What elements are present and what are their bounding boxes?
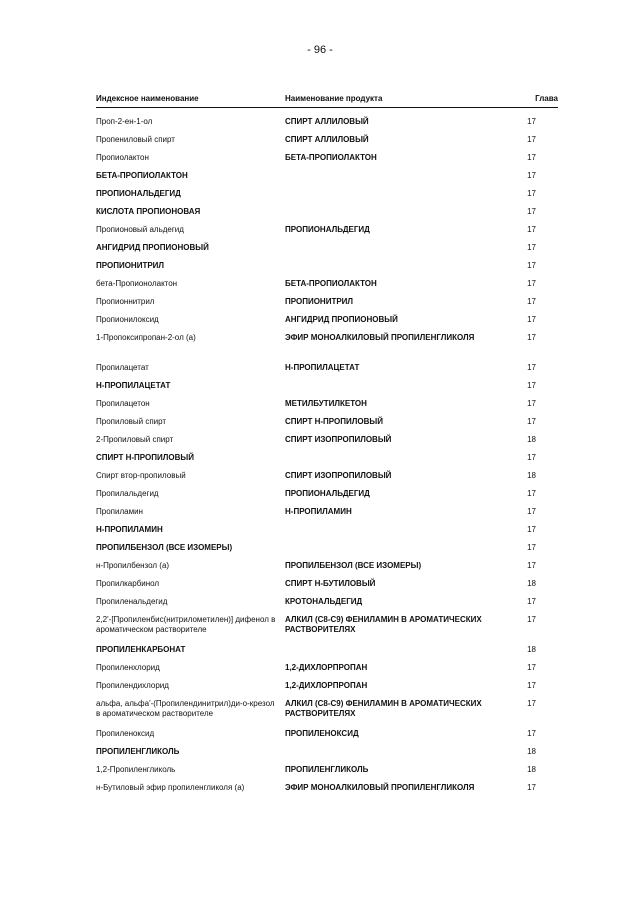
chapter-cell: 17 <box>527 279 536 288</box>
index-name-cell: Пропиленхлорид <box>96 663 160 672</box>
chapter-cell: 17 <box>527 663 536 672</box>
product-name-cell: ЭФИР МОНОАЛКИЛОВЫЙ ПРОПИЛЕНГЛИКОЛЯ <box>285 783 475 792</box>
product-name-cell: АЛКИЛ (С8-С9) ФЕНИЛАМИН В АРОМАТИЧЕСКИХ РАСТВОРИТЕЛЯХ <box>285 699 482 718</box>
chapter-cell: 17 <box>527 315 536 324</box>
chapter-cell: 18 <box>527 471 536 480</box>
product-name-cell: КРОТОНАЛЬДЕГИД <box>285 597 363 606</box>
index-name-cell: Пропилацетон <box>96 399 150 408</box>
product-name-cell: ПРОПИОНАЛЬДЕГИД <box>285 489 370 498</box>
chapter-cell: 18 <box>527 765 536 774</box>
table-header <box>96 94 558 108</box>
index-name-cell: Пропиленоксид <box>96 729 155 738</box>
chapter-cell: 17 <box>527 117 536 126</box>
chapter-cell: 17 <box>527 417 536 426</box>
index-name-cell: Пропилкарбинол <box>96 579 160 588</box>
chapter-cell: 17 <box>527 729 536 738</box>
chapter-cell: 17 <box>527 225 536 234</box>
chapter-cell: 18 <box>527 747 536 756</box>
index-name-cell: ПРОПИОНАЛЬДЕГИД <box>96 189 181 198</box>
chapter-cell: 17 <box>527 135 536 144</box>
index-name-cell: Пропиламин <box>96 507 143 516</box>
product-name-cell: СПИРТ ИЗОПРОПИЛОВЫЙ <box>285 435 392 444</box>
chapter-cell: 17 <box>527 243 536 252</box>
index-name-cell: Проп-2-ен-1-ол <box>96 117 153 126</box>
product-name-cell: ПРОПИОНИТРИЛ <box>285 297 354 306</box>
index-name-cell: Спирт втор-пропиловый <box>96 471 186 480</box>
index-name-cell: Пропионовый альдегид <box>96 225 184 234</box>
chapter-cell: 17 <box>527 561 536 570</box>
chapter-cell: 17 <box>527 381 536 390</box>
product-name-cell: ЭФИР МОНОАЛКИЛОВЫЙ ПРОПИЛЕНГЛИКОЛЯ <box>285 333 475 342</box>
product-name-cell: СПИРТ ИЗОПРОПИЛОВЫЙ <box>285 471 392 480</box>
product-name-cell: ПРОПИЛБЕНЗОЛ (ВСЕ ИЗОМЕРЫ) <box>285 561 422 570</box>
page-number: - 96 - <box>307 44 333 56</box>
index-name-cell: 1-Пропоксипропан-2-ол (а) <box>96 333 196 342</box>
index-name-cell: бета-Пропионолактон <box>96 279 178 288</box>
chapter-cell: 18 <box>527 645 536 654</box>
index-name-cell: ПРОПИЛЕНКАРБОНАТ <box>96 645 186 654</box>
index-name-cell: н-Бутиловый эфир пропиленгликоля (а) <box>96 783 245 792</box>
chapter-cell: 18 <box>527 579 536 588</box>
index-name-cell: Пропиловый спирт <box>96 417 167 426</box>
product-name-cell: ПРОПИЛЕНОКСИД <box>285 729 359 738</box>
index-name-cell: Пропиолактон <box>96 153 149 162</box>
product-name-cell: СПИРТ АЛЛИЛОВЫЙ <box>285 117 369 126</box>
index-name-cell: ПРОПИЛЕНГЛИКОЛЬ <box>96 747 180 756</box>
product-name-cell: 1,2-ДИХЛОРПРОПАН <box>285 681 368 690</box>
chapter-cell: 17 <box>527 399 536 408</box>
index-name-cell: ПРОПИОНИТРИЛ <box>96 261 165 270</box>
index-name-cell: СПИРТ Н-ПРОПИЛОВЫЙ <box>96 453 194 462</box>
index-name-cell: Пропионнитрил <box>96 297 155 306</box>
index-name-cell: Н-ПРОПИЛАЦЕТАТ <box>96 381 171 390</box>
chapter-cell: 17 <box>527 681 536 690</box>
product-name-cell: СПИРТ Н-ПРОПИЛОВЫЙ <box>285 417 383 426</box>
index-name-cell: альфа, альфа'-(Пропилендинитрил)ди-о-крезол в ароматическом растворителе <box>96 699 275 718</box>
product-name-cell: БЕТА-ПРОПИОЛАКТОН <box>285 153 377 162</box>
index-name-cell: Пропениловый спирт <box>96 135 175 144</box>
product-name-cell: СПИРТ АЛЛИЛОВЫЙ <box>285 135 369 144</box>
index-name-cell: Пропилацетат <box>96 363 149 372</box>
index-name-cell: 1,2-Пропиленгликоль <box>96 765 176 774</box>
header-product-name: Наименование продукта <box>285 94 383 103</box>
product-name-cell: Н-ПРОПИЛАМИН <box>285 507 352 516</box>
chapter-cell: 17 <box>527 261 536 270</box>
index-name-cell: Н-ПРОПИЛАМИН <box>96 525 163 534</box>
index-name-cell: Пропилальдегид <box>96 489 159 498</box>
index-name-cell: Пропиленальдегид <box>96 597 168 606</box>
chapter-cell: 17 <box>527 207 536 216</box>
product-name-cell: МЕТИЛБУТИЛКЕТОН <box>285 399 367 408</box>
index-name-cell: АНГИДРИД ПРОПИОНОВЫЙ <box>96 243 209 252</box>
index-name-cell: 2-Пропиловый спирт <box>96 435 174 444</box>
chapter-cell: 17 <box>527 507 536 516</box>
index-name-cell: КИСЛОТА ПРОПИОНОВАЯ <box>96 207 201 216</box>
product-name-cell: Н-ПРОПИЛАЦЕТАТ <box>285 363 360 372</box>
chapter-cell: 17 <box>527 597 536 606</box>
chapter-cell: 17 <box>527 153 536 162</box>
index-table <box>96 94 558 792</box>
index-name-cell: БЕТА-ПРОПИОЛАКТОН <box>96 171 188 180</box>
index-name-cell: Пропионилоксид <box>96 315 159 324</box>
index-name-cell: Пропилендихлорид <box>96 681 169 690</box>
chapter-cell: 18 <box>527 435 536 444</box>
index-name-cell: н-Пропилбензол (а) <box>96 561 170 570</box>
index-name-cell: ПРОПИЛБЕНЗОЛ (ВСЕ ИЗОМЕРЫ) <box>96 543 233 552</box>
chapter-cell: 17 <box>527 171 536 180</box>
header-index-name: Индексное наименование <box>96 94 199 103</box>
product-name-cell: АЛКИЛ (С8-С9) ФЕНИЛАМИН В АРОМАТИЧЕСКИХ РАСТВОРИТЕЛЯХ <box>285 615 482 634</box>
product-name-cell: БЕТА-ПРОПИОЛАКТОН <box>285 279 377 288</box>
chapter-cell: 17 <box>527 543 536 552</box>
index-name-cell: 2,2'-[Пропиленбис(нитрилометилен)] дифенол в ароматическом растворителе <box>96 615 276 634</box>
chapter-cell: 17 <box>527 363 536 372</box>
product-name-cell: АНГИДРИД ПРОПИОНОВЫЙ <box>285 315 398 324</box>
chapter-cell: 17 <box>527 489 536 498</box>
product-name-cell: 1,2-ДИХЛОРПРОПАН <box>285 663 368 672</box>
product-name-cell: ПРОПИОНАЛЬДЕГИД <box>285 225 370 234</box>
product-name-cell: СПИРТ Н-БУТИЛОВЫЙ <box>285 579 376 588</box>
chapter-cell: 17 <box>527 615 536 624</box>
header-chapter: Глава <box>535 94 558 103</box>
chapter-cell: 17 <box>527 333 536 342</box>
chapter-cell: 17 <box>527 297 536 306</box>
chapter-cell: 17 <box>527 453 536 462</box>
chapter-cell: 17 <box>527 783 536 792</box>
product-name-cell: ПРОПИЛЕНГЛИКОЛЬ <box>285 765 369 774</box>
chapter-cell: 17 <box>527 699 536 708</box>
chapter-cell: 17 <box>527 525 536 534</box>
chapter-cell: 17 <box>527 189 536 198</box>
